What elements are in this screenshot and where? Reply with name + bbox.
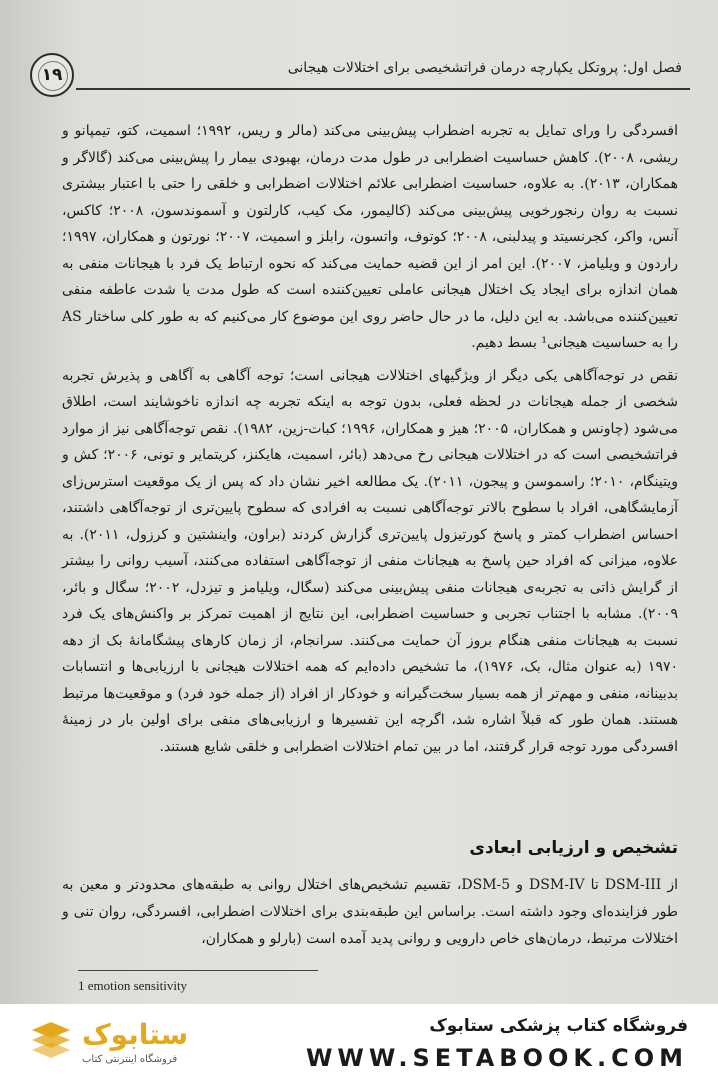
- paragraph-1: افسردگی را ورای تمایل به تجربه اضطراب پیش‌بینی می‌کند (مالر و ریس، ۱۹۹۲؛ اسمیت، کتو، تیمپانو و ریشی، ۲۰۰۸). کاهش حساسیت اضطرابی در طول مدت درمان، بهبودی بیمار را پیش‌بینی می‌کند (گالاگر و همکاران، ۲۰۱۳). به علاوه، حساسیت اضطرابی علائم اختلالات اضطرابی و خلقی را حتی با اعتبار بیشتری نسبت به روان رنجورخویی پیش‌بینی می‌کند (کالیمور، مک کیب، کارلتون و آسموندسون، ۲۰۰۸؛ کاکس، آنس، واکر، کجرنسیتد و پیدلبنی، ۲۰۰۸؛ کوتوف، واتسون، رابلز و اسمیت، ۲۰۰۷؛ نورتون و همکاران، ۱۹۹۷؛ راردون و ویلیامز، ۲۰۰۷). این امر از این قضیه حمایت می‌کند که نحوه ارتباط یک فرد با هیجانات منفی به همان اندازه برای ایجاد یک اختلال هیجانی عاملی تعیین‌کننده است که طول مدت یا شدت عاطفه منفی تعیین‌کننده می‌باشد. به این دلیل، ما در حال حاضر روی این موضوع کار می‌کنیم که به طور کلی ساختار AS را به حساسیت هیجانی¹ بسط دهیم.: [62, 123, 679, 351]
- page-header: [28, 52, 690, 96]
- store-logo-icon: [28, 1020, 74, 1066]
- paragraph-2: نقص در توجه‌آگاهی یکی دیگر از ویژگیهای اختلالات هیجانی است؛ توجه آگاهی به آگاهی و پذیرش تجربه شخصی از جمله هیجانات در لحظه فعلی، بدون توجه به اینکه تجربه چه اندازه ناخوشایند است، اطلاق می‌شود (چاونس و همکاران، ۲۰۰۵؛ هیز و همکاران، ۱۹۹۶؛ کبات-زین، ۱۹۸۲). نقص توجه‌آگاهی نیز از موارد فراتشخیصی است که در اختلالات هیجانی رخ می‌دهد (بائر، اسمیت، هایکنز، کریتمایر و تونی، ۲۰۰۶؛ کش و ویتینگام، ۲۰۱۰؛ راسموسن و پیجون، ۲۰۱۱). یک مطالعه اخیر نشان داد که پس از یک موقعیت استرس‌زای آزمایشگاهی، افراد با سطوح بالاتر توجه‌آگاهی نسبت به افرادی که سطوح پایین‌تری از توجه‌آگاهی داشتند، احساس اضطراب کمتر و پاسخ کورتیزول پایین‌تری گزارش کردند (براون، واینشتین و کرزول، ۲۰۱۱). به علاوه، میزانی که افراد حین پاسخ به هیجانات منفی از توجه‌آگاهی استفاده می‌کنند، آسیب روانی را بیشتر از گرایش ذاتی به تجربه‌ی هیجانات منفی پیش‌بینی می‌کند (سگال، ویلیامز و تیزدل، ۲۰۰۲؛ سگال و بائر، ۲۰۰۹). مشابه با اجتناب تجربی و حساسیت اضطرابی، این نتایج از اهمیت تمرکز بر واکنش‌های یک فرد نسبت به هیجانات منفی هنگام بروز آن حمایت می‌کنند. سرانجام، از زمان کارهای پیشگامانهٔ بک از دهه ۱۹۷۰ (به عنوان مثال، بک، ۱۹۷۶)، ما تشخیص داده‌ایم که همه اختلالات هیجانی با ارزیابی‌ها و انتسابات بدبینانه، منفی و مهم‌تر از همه بسیار سخت‌گیرانه و خودکار از افراد (از جمله خود فرد) و موقعیت‌ها مرتبط هستند. همان طور که قبلاً اشاره شد، اگرچه این تفسیرها و ارزیابی‌های منفی برای اولین بار در زمینهٔ افسردگی مورد توجه قرار گرفتند، اما در بین تمام اختلالات اضطرابی و خلقی شایع هستند.: [62, 367, 679, 755]
- footnote-rule: [78, 970, 318, 971]
- store-logo-text: ستابوک: [82, 1018, 189, 1051]
- page-number-ring: [38, 61, 68, 91]
- header-rule: [76, 88, 690, 90]
- footnote: 1 emotion sensitivity: [78, 978, 188, 993]
- section-paragraph: از DSM-III تا DSM-IV و DSM-5، تقسیم تشخیص‌های اختلال روانی به طبقه‌های محدودتر و معین به طور فزاینده‌ای وجود داشته است. براساس این طبقه‌بندی برای اختلالات اضطرابی، افسردگی، روان تنی و اختلالات مرتبط، درمان‌های خاص دارویی و روانی پدید آمده است (بارلو و همکاران،: [62, 877, 679, 947]
- shop-name: فروشگاه کتاب پزشکی ستابوک: [429, 1016, 688, 1036]
- page-number-badge: [30, 53, 74, 97]
- running-title: فصل اول: پروتکل یکپارچه درمان فراتشخیصی برای اختلالات هیجانی: [287, 60, 682, 76]
- store-banner: [0, 1004, 718, 1080]
- section-heading: تشخیص و ارزیابی ابعادی: [469, 838, 678, 858]
- section-body: [62, 872, 678, 953]
- shop-url-link[interactable]: WWW.SETABOOK.COM: [305, 1044, 688, 1072]
- body-text: [62, 118, 678, 766]
- store-logo-tagline: فروشگاه اینترنتی کتاب: [82, 1054, 178, 1065]
- page-number: ۱۹: [41, 65, 63, 85]
- store-logo[interactable]: [28, 1018, 189, 1068]
